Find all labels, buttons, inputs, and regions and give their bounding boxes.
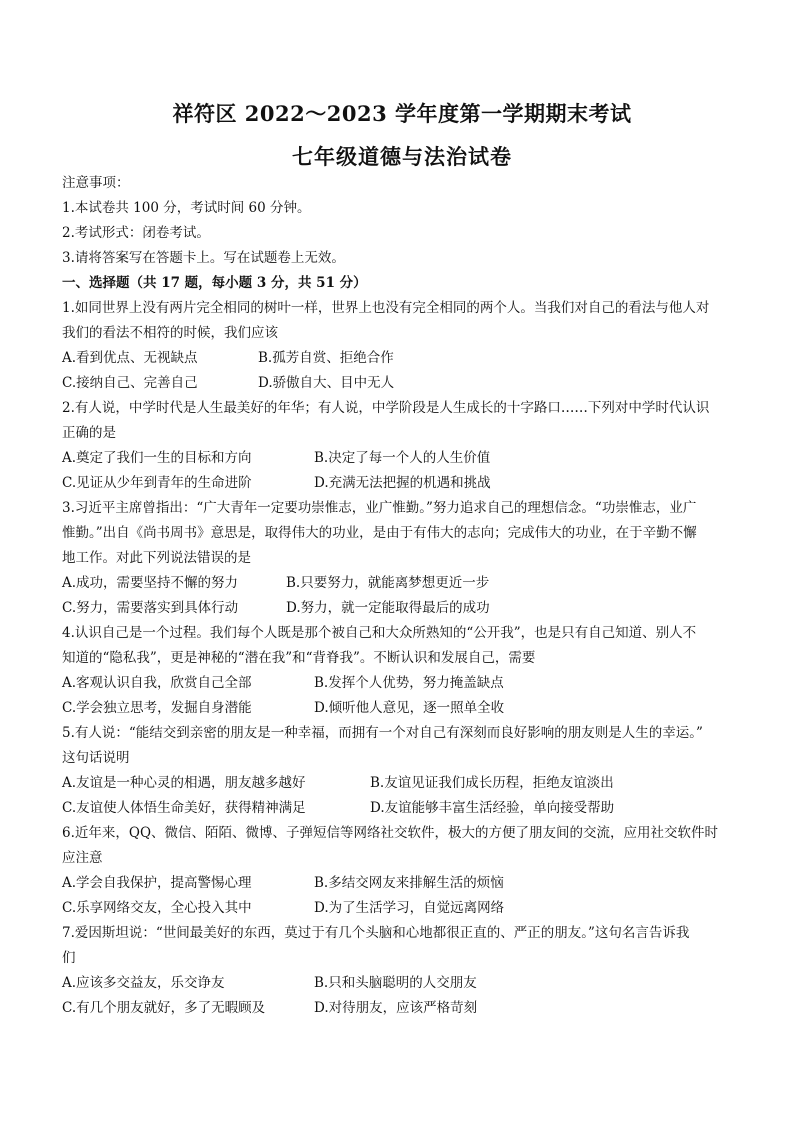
question-4 [62, 621, 752, 721]
question-stem: 应注意 [62, 850, 103, 866]
question-7 [62, 921, 752, 1021]
option-d: D.充满无法把握的机遇和挑战 [314, 475, 491, 491]
option-c: C.学会独立思考，发掘自身潜能 [62, 700, 252, 716]
option-c: C.友谊使人体悟生命美好，获得精神满足 [62, 800, 306, 816]
option-d: D.友谊能够丰富生活经验，单向接受帮助 [370, 800, 615, 816]
exam-body [62, 171, 752, 1021]
option-d: D.对待朋友，应该严格苛刻 [314, 1000, 478, 1016]
option-b: B.孤芳自赏、拒绝合作 [258, 350, 394, 366]
option-b: B.决定了每一个人的人生价值 [314, 450, 491, 466]
question-stem: 知道的“隐私我”，更是神秘的“潜在我”和“背脊我”。不断认识和发展自己，需要 [62, 650, 536, 666]
question-1 [62, 296, 752, 396]
option-a: A.客观认识自我，欣赏自己全部 [62, 675, 252, 691]
option-a: A.奠定了我们一生的目标和方向 [62, 450, 252, 466]
section-heading: 一、选择题（共 17 题，每小题 3 分，共 51 分） [62, 275, 367, 291]
note-item: 3.请将答案写在答题卡上。写在试题卷上无效。 [62, 250, 345, 266]
question-stem: 1.如同世界上没有两片完全相同的树叶一样，世界上也没有完全相同的两个人。当我们对自己的看法与他人对 [62, 300, 710, 316]
option-b: B.只和头脑聪明的人交朋友 [314, 975, 477, 991]
question-stem: 4.认识自己是一个过程。我们每个人既是那个被自己和大众所熟知的“公开我”，也是只有自己知道、别人不 [62, 625, 697, 641]
question-stem: 3.习近平主席曾指出：“广大青年一定要功崇惟志，业广惟勤。”努力追求自己的理想信念。“功崇惟志，业广 [62, 500, 697, 516]
notes-heading: 注意事项： [62, 175, 130, 191]
question-2 [62, 396, 752, 496]
question-6 [62, 821, 752, 921]
question-stem: 这句话说明 [62, 750, 130, 766]
option-d: D.为了生活学习，自觉远离网络 [314, 900, 505, 916]
option-c: C.见证从少年到青年的生命进阶 [62, 475, 252, 491]
option-d: D.努力，就一定能取得最后的成功 [286, 600, 490, 616]
option-d: D.骄傲自大、目中无人 [258, 375, 395, 391]
question-stem: 6.近年来，QQ、微信、陌陌、微博、子弹短信等网络社交软件，极大的方便了朋友间的交流，应用社交软件时 [62, 825, 719, 841]
note-item: 1.本试卷共 100 分，考试时间 60 分钟。 [62, 200, 311, 216]
option-c: C.有几个朋友就好，多了无暇顾及 [62, 1000, 266, 1016]
note-item: 2.考试形式：闭卷考试。 [62, 225, 210, 241]
question-stem: 正确的是 [62, 425, 116, 441]
option-c: C.乐享网络交友，全心投入其中 [62, 900, 252, 916]
question-5 [62, 721, 752, 821]
question-stem: 地工作。对此下列说法错误的是 [62, 550, 251, 566]
question-stem: 7.爱因斯坦说：“世间最美好的东西，莫过于有几个头脑和心地都很正直的、严正的朋友。”这句名言告诉我 [62, 925, 690, 941]
option-a: A.应该多交益友，乐交诤友 [62, 975, 225, 991]
option-b: B.只要努力，就能离梦想更近一步 [286, 575, 490, 591]
exam-title: 祥符区 2022～2023 学年度第一学期期末考试 [172, 101, 632, 126]
option-a: A.学会自我保护，提高警惕心理 [62, 875, 252, 891]
option-a: A.看到优点、无视缺点 [62, 350, 198, 366]
option-a: A.友谊是一种心灵的相遇，朋友越多越好 [62, 775, 306, 791]
question-stem: 5.有人说：“能结交到亲密的朋友是一种幸福，而拥有一个对自己有深刻而良好影响的朋友则是人生的幸运。” [62, 725, 703, 741]
question-stem: 2.有人说，中学时代是人生最美好的年华；有人说，中学阶段是人生成长的十字路口……下列对中学时代认识 [62, 400, 710, 416]
question-stem: 惟勤。”出自《尚书周书》意思是，取得伟大的功业，是由于有伟大的志向；完成伟大的功业，在于辛勤不懈 [62, 525, 697, 541]
question-3 [62, 496, 752, 621]
option-b: B.友谊见证我们成长历程，拒绝友谊淡出 [370, 775, 614, 791]
question-stem: 我们的看法不相符的时候，我们应该 [62, 325, 278, 341]
option-b: B.发挥个人优势，努力掩盖缺点 [314, 675, 504, 691]
option-a: A.成功，需要坚持不懈的努力 [62, 575, 239, 591]
option-d: D.倾听他人意见，逐一照单全收 [314, 700, 505, 716]
exam-subtitle: 七年级道德与法治试卷 [292, 144, 512, 169]
option-b: B.多结交网友来排解生活的烦恼 [314, 875, 504, 891]
option-c: C.接纳自己、完善自己 [62, 375, 198, 391]
option-c: C.努力，需要落实到具体行动 [62, 600, 239, 616]
question-stem: 们 [62, 950, 76, 966]
